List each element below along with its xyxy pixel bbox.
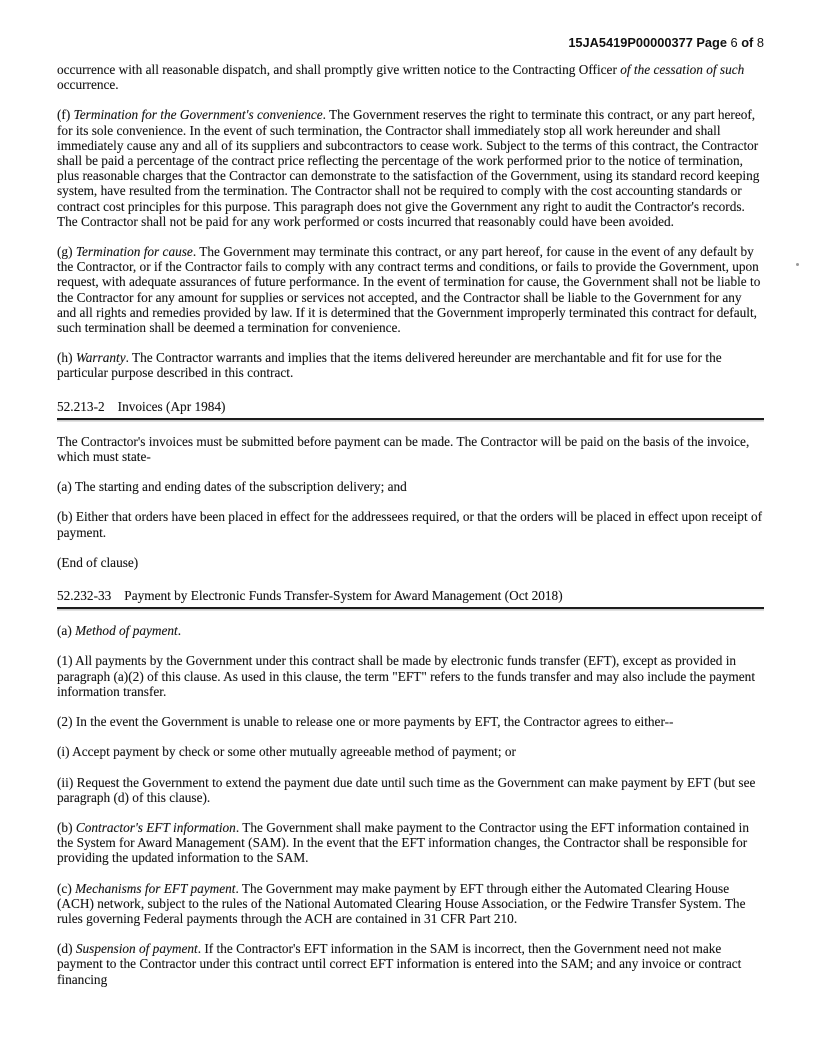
body-paragraph [57,244,764,335]
text-run: . The Government may make payment by EFT through either the Automated Clearing House (ACH) network, subject to the rules of the National Automated Clearing House Association, or the Fedwire Transfer System. The rules governing Federal payments through the ACH are contained in 31 CFR Part 210. [57,880,746,926]
body-paragraph [57,623,764,638]
text-run: occurrence. [57,77,119,93]
italic-text-run: Warranty [75,350,126,366]
text-run: . [177,623,182,639]
scan-artifact-dot [796,263,799,266]
italic-text-run: Termination for cause [75,244,193,260]
text-run: (c) [57,880,76,896]
body-paragraph [57,62,764,92]
body-paragraph [57,881,764,927]
text-run: (1) All payments by the Government under this contract shall be made by electronic funds transfer (EFT), except as provided in paragraph (a)(2) of this clause. As used in this clause, the term "EFT" refers to the funds transfer and may also include the payment information transfer. [57,653,756,699]
italic-text-run: Contractor's EFT information [75,819,236,835]
body-paragraph [57,479,764,494]
text-run: . The Government shall make payment to the Contractor using the EFT information contained in the System for Award Management (SAM). In the event that the EFT information changes, the Contractor shall be responsible for providing the updated information to the SAM. [57,819,749,866]
body-paragraph [57,555,764,570]
text-run: . The Contractor warrants and implies that the items delivered hereunder are merchantable and fit for use for the particular purpose described in this contract. [57,350,722,381]
text-run: (a) [57,623,76,639]
italic-text-run: Termination for the Government's convenience [73,107,323,123]
text-run: (d) [57,941,76,957]
text-run: (g) [57,244,76,260]
body-paragraph [57,434,764,464]
text-run: . The Government reserves the right to terminate this contract, or any part hereof, for its sole convenience. In the event of such termination, the Contractor shall immediately stop all work hereunder and shall immediately cause any and all of its suppliers and subcontractors to cease work. Subject to the terms of this contract, the Contractor shall be paid a percentage of the contract price reflecting the percentage of the work performed prior to the notice of termination, plus reasonable charges that the Contractor can demonstrate to the satisfaction of the Government, using its standard record keeping system, have resulted from the termination. The Contractor shall not be required to comply with the cost accounting standards or contract cost principles for this purpose. This paragraph does not give the Government any right to audit the Contractor's records. The Contractor shall not be paid for any work performed or costs incurred that reasonably could have been avoided. [57,107,760,229]
italic-text-run: Suspension of payment [75,941,198,957]
text-run: (a) The starting and ending dates of the subscription delivery; and [57,479,407,495]
text-run: (b) [57,819,76,835]
text-run: (2) In the event the Government is unable to release one or more payments by EFT, the Contractor agrees to either-- [57,714,674,730]
text-run: (b) Either that orders have been placed in effect for the addressees required, or that the orders will be placed in effect upon receipt of payment. [57,509,763,540]
clause-title: Payment by Electronic Funds Transfer-System for Award Management (Oct 2018) [124,588,563,604]
text-run: The Contractor's invoices must be submitted before payment can be made. The Contractor will be paid on the basis of the invoice, which must state- [57,433,750,465]
text-run: . If the Contractor's EFT information in the SAM is incorrect, then the Government need not make payment to the Contractor under this contract until correct EFT information is entered into the SAM; and any invoice or contract financing [57,941,742,987]
body-paragraph [57,820,764,866]
text-run: (i) Accept payment by check or some other mutually agreeable method of payment; or [57,744,516,760]
clause-title: Invoices (Apr 1984) [117,398,226,414]
page-header-text: of [741,35,757,50]
text-run: . The Government may terminate this contract, or any part hereof, for cause in the event of any default by the Contractor, or if the Contractor fails to comply with any contract terms and conditions, or fails to provide the Government, upon request, with adequate assurances of future performance. In the event of termination for cause, the Government shall not be liable to the Contractor for any amount for supplies or services not accepted, and the Contractor shall be liable to the Government for any and all rights and remedies provided by law. If it is determined that the Government improperly terminated this contract for default, such termination shall be deemed a termination for convenience. [57,244,761,336]
page-header-text: 6 [730,35,742,50]
page-header-text: 15JA5419P00000377 Page [568,35,731,50]
text-run: (f) [57,107,74,123]
text-run: (ii) Request the Government to extend the payment due date until such time as the Government can make payment by EFT (but see paragraph (d) of this clause). [57,774,756,805]
text-run: occurrence with all reasonable dispatch, and shall promptly give written notice to the Contracting Officer [57,62,621,77]
body-paragraph [57,350,764,380]
italic-text-run: Method of payment [75,623,178,639]
page-content [57,0,764,987]
body-paragraph [57,775,764,805]
italic-text-run: Mechanisms for EFT payment [75,880,236,896]
body-paragraph [57,653,764,699]
document-body [57,62,764,987]
body-paragraph [57,714,764,729]
body-paragraph [57,744,764,759]
clause-number: 52.232-33 [57,588,112,604]
page-header [57,35,764,50]
text-run: (h) [57,350,76,366]
body-paragraph [57,509,764,539]
clause-heading [57,588,764,609]
text-run: (End of clause) [57,554,139,570]
body-paragraph [57,941,764,987]
body-paragraph [57,107,764,229]
clause-number: 52.213-2 [57,398,105,414]
clause-heading [57,399,764,420]
page-header-text: 8 [756,35,764,50]
italic-text-run: of the cessation of such [620,62,745,77]
